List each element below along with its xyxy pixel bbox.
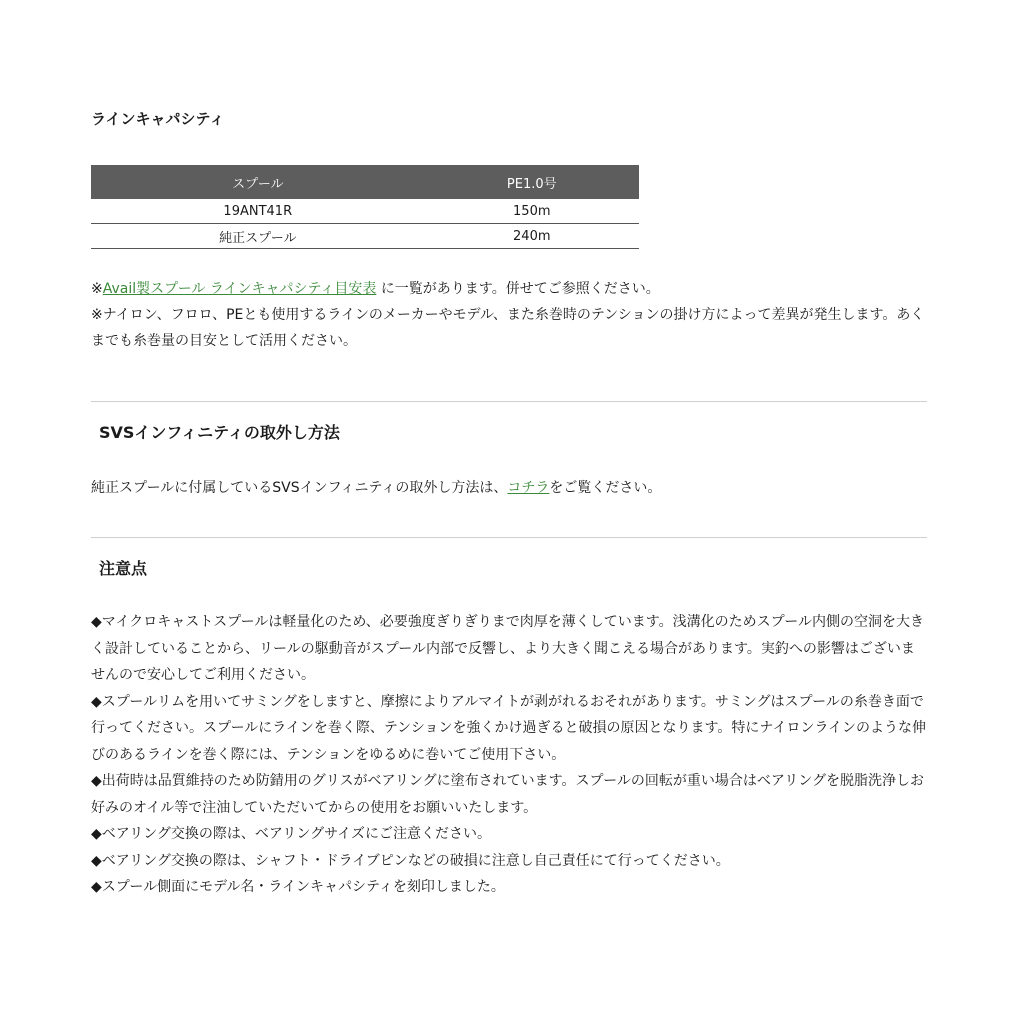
- table-row: [91, 224, 639, 249]
- list-item: ◆ベアリング交換の際は、ベアリングサイズにご注意ください。: [91, 826, 491, 842]
- list-item: ◆出荷時は品質維持のため防錆用のグリスがベアリングに塗布されています。スプールの回転が重い場合はベアリングを脱脂洗浄しお好みのオイル等で注油していただいてからの使用をお願いいたします。: [91, 773, 924, 816]
- table-cell-capacity: 240m: [425, 224, 639, 249]
- capacity-reference-note: [91, 276, 926, 302]
- table-cell-spool: 19ANT41R: [91, 199, 425, 224]
- svs-text-before: 純正スプールに付属しているSVSインフィニティの取外し方法は、: [91, 480, 508, 496]
- svs-instructions: [91, 475, 926, 501]
- column-header-pe: PE1.0号: [425, 165, 639, 199]
- table-row: [91, 199, 639, 224]
- list-item: ◆マイクロキャストスプールは軽量化のため、必要強度ぎりぎりまで肉厚を薄くしています。浅溝化のためスプール内側の空洞を大きく設計していることから、リールの駆動音がスプール内部で反響し、より大きく聞こえる場合があります。実釣への影響はございませんので安心してご利用ください。: [91, 614, 924, 683]
- table-header-row: [91, 165, 639, 199]
- svs-heading: SVSインフィニティの取外し方法: [99, 423, 340, 442]
- line-capacity-title: ラインキャパシティ: [91, 110, 225, 128]
- list-item: ◆ベアリング交換の際は、シャフト・ドライブピンなどの破損に注意し自己責任にて行ってください。: [91, 852, 730, 869]
- section-divider: [91, 537, 927, 538]
- column-header-spool: スプール: [91, 165, 425, 199]
- list-item: ◆スプールリムを用いてサミングをしますと、摩擦によりアルマイトが剥がれるおそれがあります。サミングはスプールの糸巻き面で行ってください。スプールにラインを巻く際、テンションを強くかけ過ぎると破損の原因となります。特にナイロンラインのような伸びのあるラインを巻く際には、テンションをゆるめに巻いてご使用下さい。: [91, 693, 927, 763]
- svs-guide-link[interactable]: コチラ: [507, 480, 550, 496]
- list-item: ◆スプール側面にモデル名・ラインキャパシティを刻印しました。: [91, 879, 505, 895]
- capacity-disclaimer-note: ※ナイロン、フロロ、PEとも使用するラインのメーカーやモデル、また糸巻時のテンションの掛け方によって差異が発生します。あくまでも糸巻量の目安として活用ください。: [91, 307, 925, 349]
- cautions-list: [91, 609, 927, 901]
- capacity-table-link[interactable]: Avail製スプール ラインキャパシティ目安表: [102, 281, 377, 297]
- section-divider: [91, 401, 927, 402]
- note-suffix: に一覧があります。併せてご参照ください。: [380, 281, 660, 297]
- cautions-heading: 注意点: [99, 559, 148, 578]
- svs-text-after: をご覧ください。: [549, 480, 662, 496]
- line-capacity-table: [91, 165, 639, 249]
- table-cell-spool: 純正スプール: [91, 224, 425, 249]
- table-cell-capacity: 150m: [425, 199, 639, 224]
- note-prefix: ※: [91, 281, 103, 297]
